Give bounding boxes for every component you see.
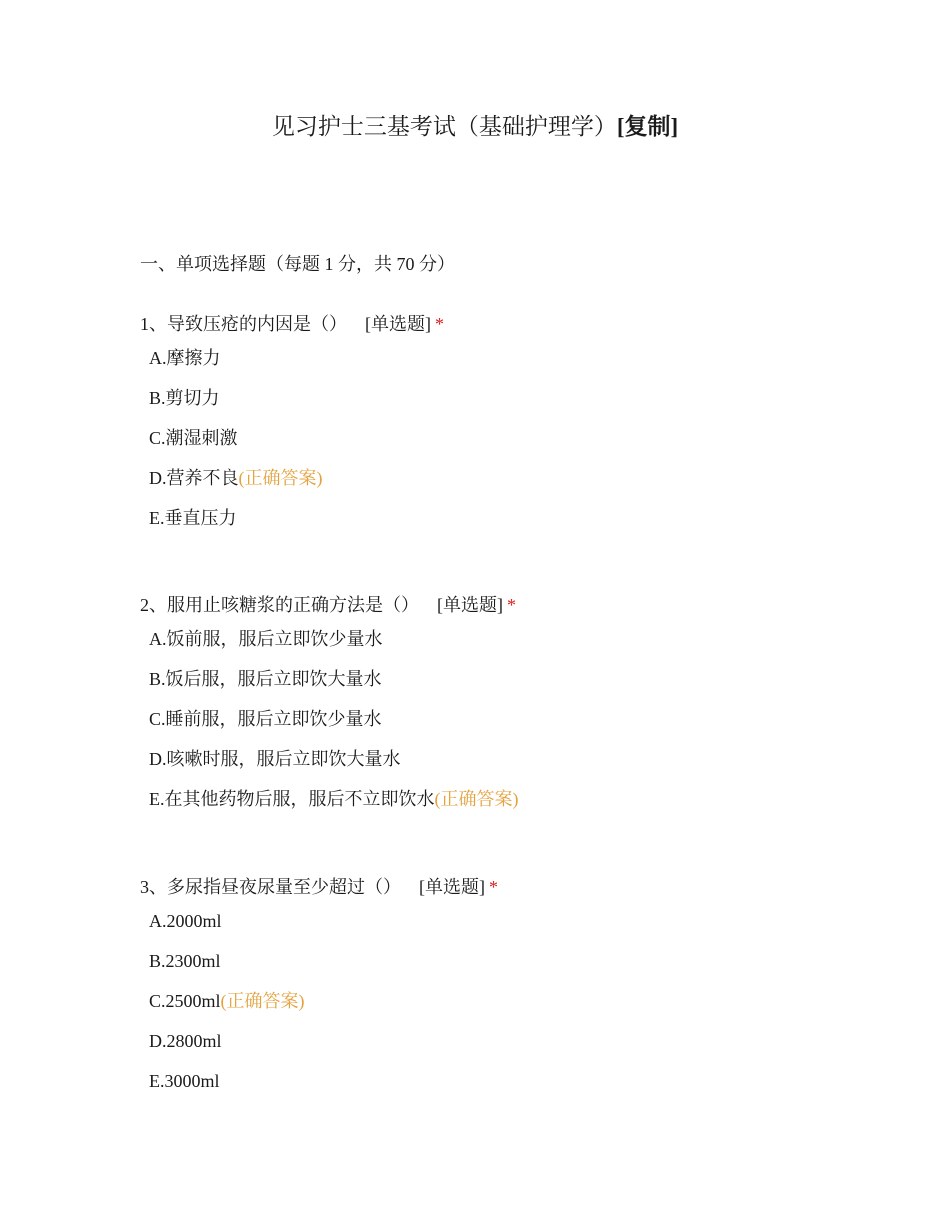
section-heading: 一、单项选择题（每题 1 分，共 70 分） (140, 254, 455, 274)
option-e[interactable] (149, 787, 840, 811)
option-a[interactable] (149, 909, 840, 933)
question-text: 2、服用止咳糖浆的正确方法是（） (140, 595, 419, 615)
option-label: B.剪切力 (149, 388, 220, 408)
option-label: D.营养不良 (149, 468, 239, 488)
required-mark: * (507, 595, 516, 615)
option-list (140, 909, 840, 1093)
required-mark: * (435, 314, 444, 334)
option-list (140, 346, 840, 530)
required-mark: * (489, 877, 498, 897)
question-type-label: [单选题] (365, 314, 431, 334)
option-e[interactable] (149, 506, 840, 530)
option-label: B.2300ml (149, 951, 221, 971)
title-copy-tag: [复制] (616, 114, 679, 139)
option-label: E.3000ml (149, 1071, 220, 1091)
option-d[interactable] (149, 466, 840, 490)
question-text-row (140, 875, 840, 899)
question-type-label: [单选题] (419, 877, 485, 897)
option-a[interactable] (149, 627, 840, 651)
question-text-row (140, 593, 840, 617)
option-list (140, 627, 840, 811)
option-e[interactable] (149, 1069, 840, 1093)
question-text: 1、导致压疮的内因是（） (140, 314, 347, 334)
option-label: A.2000ml (149, 911, 222, 931)
option-label: E.在其他药物后服，服后不立即饮水 (149, 789, 435, 809)
question-3 (140, 875, 840, 1109)
option-d[interactable] (149, 747, 840, 771)
question-text: 3、多尿指昼夜尿量至少超过（） (140, 877, 401, 897)
question-1 (140, 312, 840, 546)
option-c[interactable] (149, 707, 840, 731)
option-a[interactable] (149, 346, 840, 370)
option-label: A.饭前服，服后立即饮少量水 (149, 629, 383, 649)
option-d[interactable] (149, 1029, 840, 1053)
option-b[interactable] (149, 386, 840, 410)
correct-answer-note: (正确答案) (220, 991, 305, 1011)
option-label: C.2500ml (149, 991, 221, 1011)
question-2 (140, 593, 840, 827)
option-c[interactable] (149, 989, 840, 1013)
option-label: E.垂直压力 (149, 508, 237, 528)
option-b[interactable] (149, 949, 840, 973)
page-title (0, 112, 950, 142)
option-label: D.2800ml (149, 1031, 222, 1051)
question-text-row (140, 312, 840, 336)
question-type-label: [单选题] (437, 595, 503, 615)
option-b[interactable] (149, 667, 840, 691)
correct-answer-note: (正确答案) (238, 468, 323, 488)
title-main: 见习护士三基考试（基础护理学） (271, 114, 617, 139)
option-label: D.咳嗽时服，服后立即饮大量水 (149, 749, 401, 769)
option-label: C.潮湿刺激 (149, 428, 238, 448)
option-c[interactable] (149, 426, 840, 450)
option-label: C.睡前服，服后立即饮少量水 (149, 709, 382, 729)
option-label: B.饭后服，服后立即饮大量水 (149, 669, 382, 689)
correct-answer-note: (正确答案) (434, 789, 519, 809)
option-label: A.摩擦力 (149, 348, 221, 368)
